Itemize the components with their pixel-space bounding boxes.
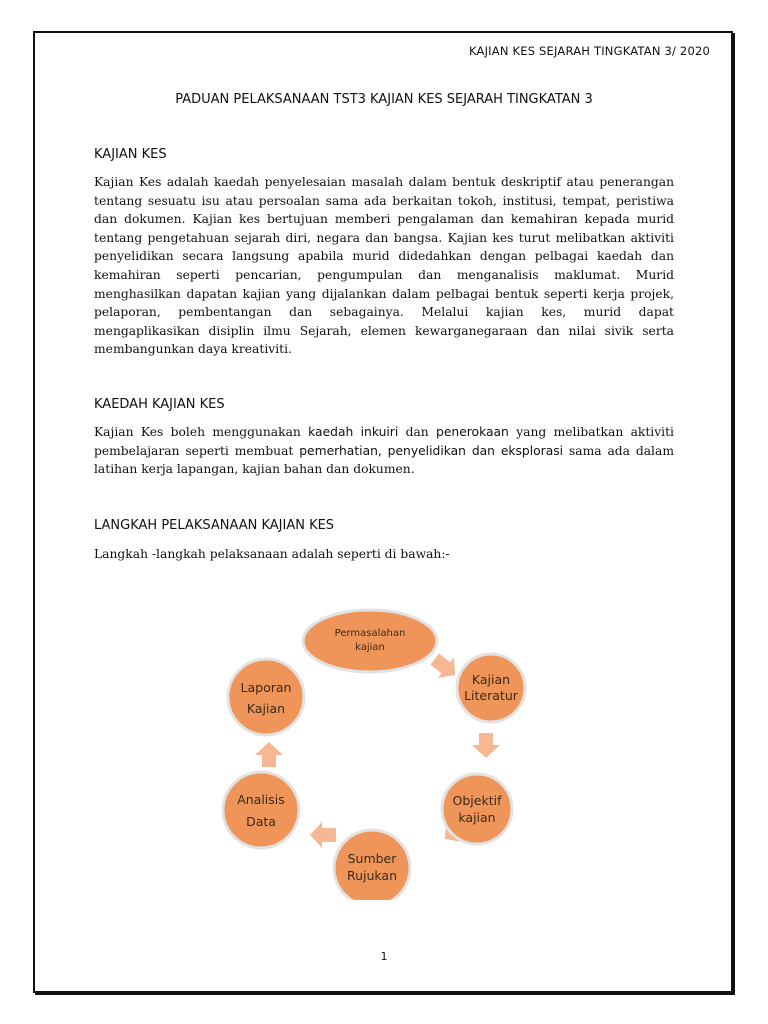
paragraph-kaedah xyxy=(94,423,674,479)
node-label: kajian xyxy=(355,642,385,653)
arrow-2-to-3 xyxy=(472,733,500,758)
running-header: KAJIAN KES SEJARAH TINGKATAN 3/ 2020 xyxy=(468,44,710,58)
heading-langkah-pelaksanaan: LANGKAH PELAKSANAAN KAJIAN KES xyxy=(94,518,335,533)
node-permasalahan-kajian xyxy=(303,610,437,672)
node-label: Permasalahan xyxy=(334,628,406,639)
arrow-4-to-5 xyxy=(310,822,336,848)
heading-kajian-kes: KAJIAN KES xyxy=(94,147,167,162)
node-analisis-data xyxy=(223,772,299,848)
node-label: Kajian xyxy=(246,701,286,716)
node-label: Data xyxy=(246,814,276,829)
text-run: sama ada dalam latihan kerja lapangan, kajian bahan dan dokumen. xyxy=(94,443,674,477)
arrow-5-to-6 xyxy=(255,742,283,767)
node-label: Objektif xyxy=(452,793,502,808)
page-number: 1 xyxy=(380,950,388,963)
node-label: Kajian xyxy=(471,672,511,687)
node-label: Analisis xyxy=(237,792,285,807)
text-run: dan xyxy=(398,425,437,439)
node-label: Laporan xyxy=(240,680,292,695)
emphasis-pemerhatian: pemerhatian, penyelidikan dan eksplorasi xyxy=(299,443,564,458)
node-label: Literatur xyxy=(464,688,518,703)
node-kajian-literatur xyxy=(457,654,525,722)
heading-kaedah-kajian-kes: KAEDAH KAJIAN KES xyxy=(94,397,225,412)
node-sumber-rujukan xyxy=(334,830,410,900)
node-laporan-kajian xyxy=(228,659,304,735)
process-cycle-diagram xyxy=(210,600,550,900)
document-title: PADUAN PELAKSANAAN TST3 KAJIAN KES SEJARAH TINGKATAN 3 xyxy=(175,92,593,107)
emphasis-kaedah-inkuiri: kaedah inkuiri xyxy=(308,425,399,439)
node-label: Sumber xyxy=(347,851,397,866)
text-run: Kajian Kes boleh menggunakan xyxy=(94,425,309,439)
node-objektif-kajian xyxy=(442,774,512,844)
node-label: Rujukan xyxy=(346,868,398,883)
text-run: yang melibatkan aktiviti pembelajaran seperti membuat xyxy=(94,425,674,458)
node-label: kajian xyxy=(458,810,496,825)
paragraph-langkah-intro: Langkah -langkah pelaksanaan adalah seperti di bawah:- xyxy=(94,547,450,561)
emphasis-penerokaan: penerokaan xyxy=(436,425,509,439)
paragraph-kajian-kes: Kajian Kes adalah kaedah penyelesaian masalah dalam bentuk deskriptif atau penerangan tentang sesuatu isu atau persoalan sama ada berkaitan tokoh, institusi, tempat, peristiwa dan dokumen. Kajian kes bertujuan memberi pengalaman dan kemahiran kepada murid tentang pengetahuan sejarah diri, negara dan bangsa. Kajian kes turut melibatkan aktiviti penyelidikan secara langsung apabila murid didedahkan dengan pelbagai kaedah dan kemahiran seperti pencarian, pengumpulan dan menganalisis maklumat. Murid menghasilkan dapatan kajian yang dijalankan dalam pelbagai bentuk seperti kerja projek, pelaporan, pembentangan dan sebagainya. Melalui kajian kes, murid dapat mengaplikasikan disiplin ilmu Sejarah, elemen kewarganegaraan dan nilai sivik serta membangunkan daya kreativiti. xyxy=(94,175,674,357)
